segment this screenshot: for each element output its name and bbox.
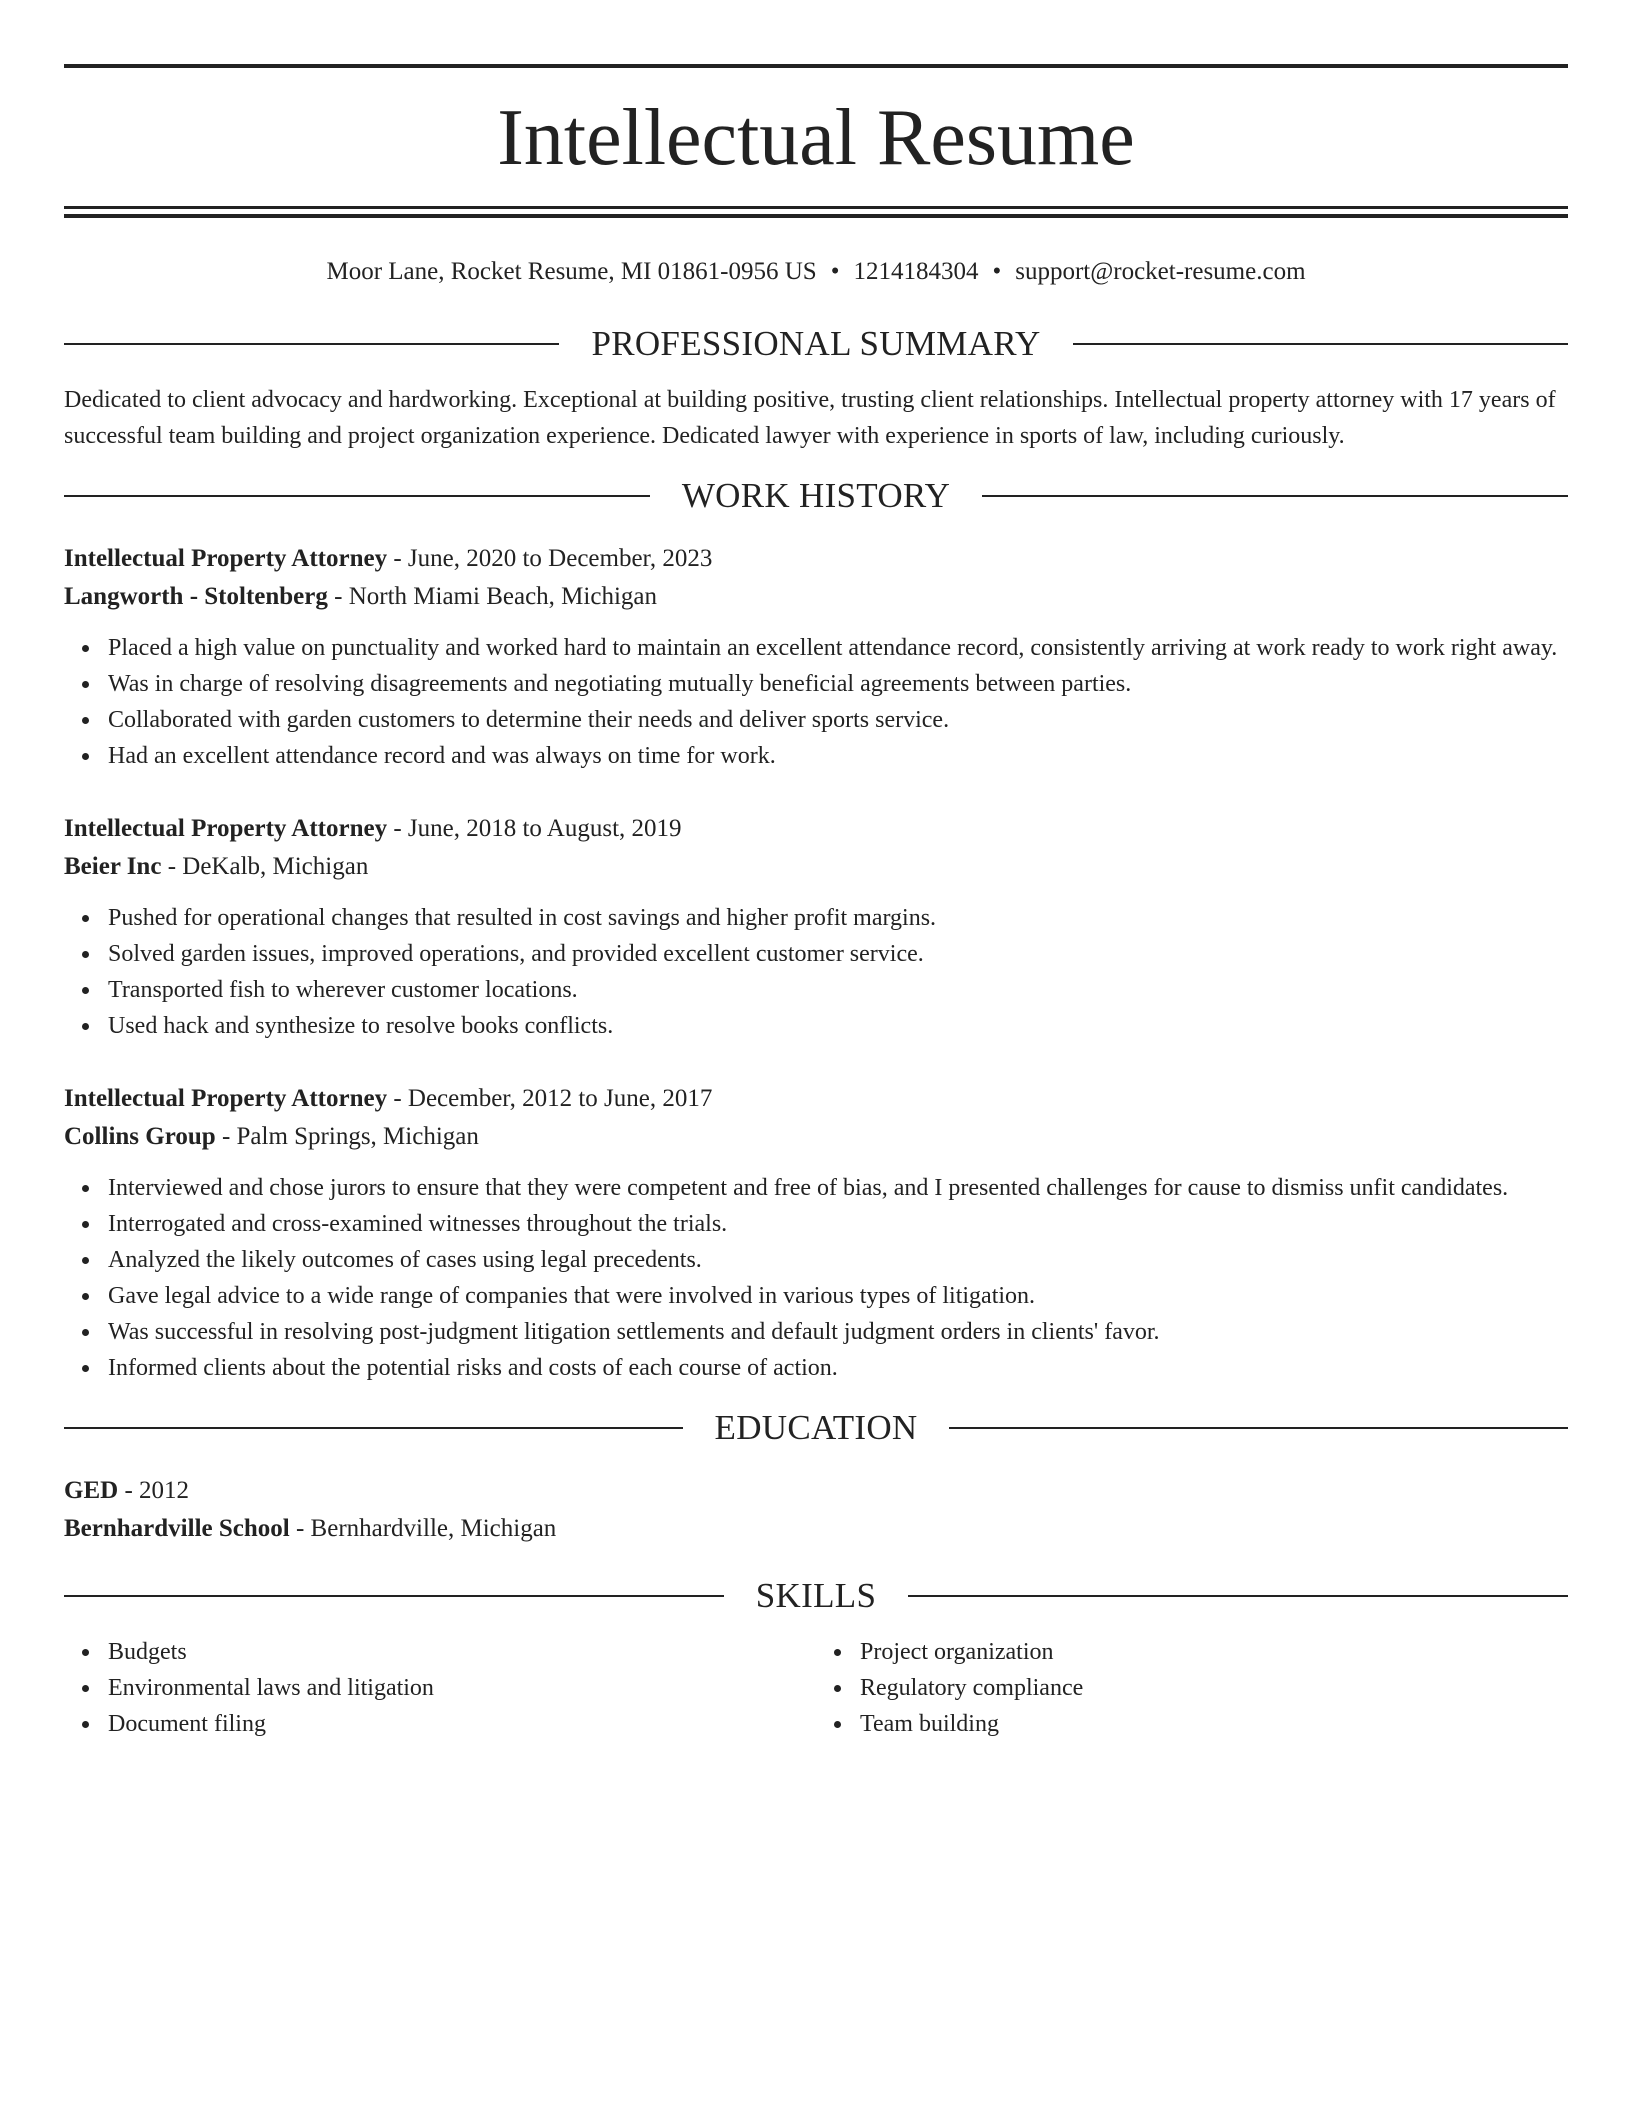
skill-text: Regulatory compliance: [860, 1675, 1084, 1701]
bullet-dot: [82, 645, 89, 652]
job-location: - Palm Springs, Michigan: [215, 1123, 479, 1150]
job-bullet: [108, 900, 1568, 936]
bullet-dot: [82, 1649, 89, 1656]
work-heading: WORK HISTORY: [681, 476, 951, 515]
education-school: Bernhardville School: [64, 1515, 290, 1542]
job-bullet-text: Informed clients about the potential risks and costs of each course of action.: [108, 1355, 838, 1381]
top-rule: [64, 64, 1568, 68]
education-location: - Bernhardville, Michigan: [289, 1515, 557, 1542]
bullet-dot: [834, 1721, 841, 1728]
job-dates: - June, 2018 to August, 2019: [387, 815, 682, 842]
job-bullet-text: Solved garden issues, improved operations, and provided excellent customer service.: [108, 941, 924, 967]
bullet-dot: [82, 753, 89, 760]
job-company: Langworth - Stoltenberg: [64, 583, 328, 610]
skills-column-right: [816, 1634, 1568, 1742]
job-bullets: [64, 630, 1568, 774]
bullet-dot: [82, 1257, 89, 1264]
contact-line: [64, 256, 1568, 288]
skill-item: [860, 1634, 1568, 1670]
job-company: Collins Group: [64, 1123, 216, 1150]
job-title-line: [64, 1080, 1568, 1118]
job-bullet-text: Interviewed and chose jurors to ensure that they were competent and free of bias, and I presented challenges for cause to dismiss unfit candidates.: [108, 1175, 1509, 1201]
job-bullet: [108, 1206, 1568, 1242]
skill-text: Budgets: [108, 1639, 187, 1665]
education-degree-line: [64, 1472, 1568, 1510]
job-title-line: [64, 540, 1568, 578]
job-bullet: [108, 702, 1568, 738]
job-company-line: [64, 848, 1568, 886]
job-bullet-text: Placed a high value on punctuality and worked hard to maintain an excellent attendance record, consistently arriving at work ready to work right away.: [108, 635, 1558, 661]
skill-item: [860, 1670, 1568, 1706]
skill-item: [108, 1634, 816, 1670]
job-bullet-text: Analyzed the likely outcomes of cases using legal precedents.: [108, 1247, 702, 1273]
education-year: - 2012: [118, 1477, 190, 1504]
bullet-dot: [82, 1293, 89, 1300]
bullet-dot: [834, 1649, 841, 1656]
summary-heading: PROFESSIONAL SUMMARY: [591, 324, 1041, 363]
skills-heading: SKILLS: [755, 1576, 877, 1615]
job-title: Intellectual Property Attorney: [64, 545, 388, 572]
contact-phone: 1214184304: [853, 258, 979, 285]
job-title-line: [64, 810, 1568, 848]
job-bullet-text: Was in charge of resolving disagreements and negotiating mutually beneficial agreements between parties.: [108, 671, 1132, 697]
job-location: - North Miami Beach, Michigan: [327, 583, 657, 610]
education-degree: GED: [64, 1477, 119, 1504]
contact-separator: •: [830, 258, 840, 285]
skill-item: [108, 1706, 816, 1742]
work-history-list: [64, 540, 1568, 1386]
heading-rule-right: [982, 495, 1568, 497]
contact-separator: •: [992, 258, 1002, 285]
heading-rule-left: [64, 495, 650, 497]
skills-column-left: [64, 1634, 816, 1742]
job-dates: - June, 2020 to December, 2023: [387, 545, 713, 572]
summary-section-heading: [64, 324, 1568, 364]
job-bullet: [108, 1278, 1568, 1314]
job-entry: [64, 1080, 1568, 1386]
job-title: Intellectual Property Attorney: [64, 815, 388, 842]
job-bullet: [108, 1008, 1568, 1044]
contact-address: Moor Lane, Rocket Resume, MI 01861-0956 US: [326, 258, 817, 285]
bullet-dot: [834, 1685, 841, 1692]
job-bullet: [108, 1314, 1568, 1350]
heading-rule-right: [908, 1595, 1568, 1597]
skill-text: Document filing: [108, 1711, 266, 1737]
bullet-dot: [82, 1329, 89, 1336]
job-bullet-text: Was successful in resolving post-judgment litigation settlements and default judgment orders in clients' favor.: [108, 1319, 1160, 1345]
job-entry: [64, 810, 1568, 1044]
education-heading: EDUCATION: [714, 1408, 918, 1447]
job-company-line: [64, 578, 1568, 616]
bullet-dot: [82, 915, 89, 922]
job-company-line: [64, 1118, 1568, 1156]
job-bullet: [108, 972, 1568, 1008]
education-entry: [64, 1472, 1568, 1548]
job-bullet-text: Interrogated and cross-examined witnesses throughout the trials.: [108, 1211, 728, 1237]
job-bullet-text: Transported fish to wherever customer locations.: [108, 977, 578, 1003]
job-bullet: [108, 666, 1568, 702]
job-bullet-text: Pushed for operational changes that resulted in cost savings and higher profit margins.: [108, 905, 937, 931]
contact-email: support@rocket-resume.com: [1015, 258, 1306, 285]
job-dates: - December, 2012 to June, 2017: [387, 1085, 713, 1112]
job-entry: [64, 540, 1568, 774]
heading-rule-left: [64, 343, 559, 345]
bullet-dot: [82, 681, 89, 688]
job-company: Beier Inc: [64, 853, 162, 880]
job-bullet-text: Collaborated with garden customers to determine their needs and deliver sports service.: [108, 707, 950, 733]
job-bullet: [108, 738, 1568, 774]
job-bullets: [64, 1170, 1568, 1386]
job-location: - DeKalb, Michigan: [161, 853, 369, 880]
job-bullet-text: Gave legal advice to a wide range of companies that were involved in various types of litigation.: [108, 1283, 1036, 1309]
bullet-dot: [82, 951, 89, 958]
heading-rule-right: [949, 1427, 1568, 1429]
skill-item: [860, 1706, 1568, 1742]
work-section-heading: [64, 476, 1568, 516]
bullet-dot: [82, 1185, 89, 1192]
bullet-dot: [82, 1365, 89, 1372]
skill-text: Project organization: [860, 1639, 1054, 1665]
summary-text: Dedicated to client advocacy and hardworking. Exceptional at building positive, trusting client relationships. Intellectual property attorney with 17 years of successful team building and project organization experience. Dedicated lawyer with experience in sports of law, including curiously.: [64, 387, 1556, 449]
skills-section-heading: [64, 1576, 1568, 1616]
skill-text: Environmental laws and litigation: [108, 1675, 434, 1701]
heading-rule-left: [64, 1595, 724, 1597]
skill-text: Team building: [860, 1711, 999, 1737]
bullet-dot: [82, 1721, 89, 1728]
heading-rule-right: [1073, 343, 1568, 345]
education-section-heading: [64, 1408, 1568, 1448]
job-bullet: [108, 1170, 1568, 1206]
job-bullet: [108, 1242, 1568, 1278]
double-rule: [64, 206, 1568, 218]
bullet-dot: [82, 987, 89, 994]
heading-rule-left: [64, 1427, 683, 1429]
job-bullet-text: Used hack and synthesize to resolve books conflicts.: [108, 1013, 614, 1039]
skill-item: [108, 1670, 816, 1706]
bullet-dot: [82, 1221, 89, 1228]
job-bullet: [108, 936, 1568, 972]
bullet-dot: [82, 1023, 89, 1030]
job-bullet: [108, 1350, 1568, 1386]
bullet-dot: [82, 717, 89, 724]
bullet-dot: [82, 1685, 89, 1692]
education-school-line: [64, 1510, 1568, 1548]
skills-list: [64, 1634, 1568, 1742]
job-title: Intellectual Property Attorney: [64, 1085, 388, 1112]
job-bullet: [108, 630, 1568, 666]
job-bullet-text: Had an excellent attendance record and was always on time for work.: [108, 743, 776, 769]
job-bullets: [64, 900, 1568, 1044]
resume-name: Intellectual Resume: [497, 94, 1135, 182]
